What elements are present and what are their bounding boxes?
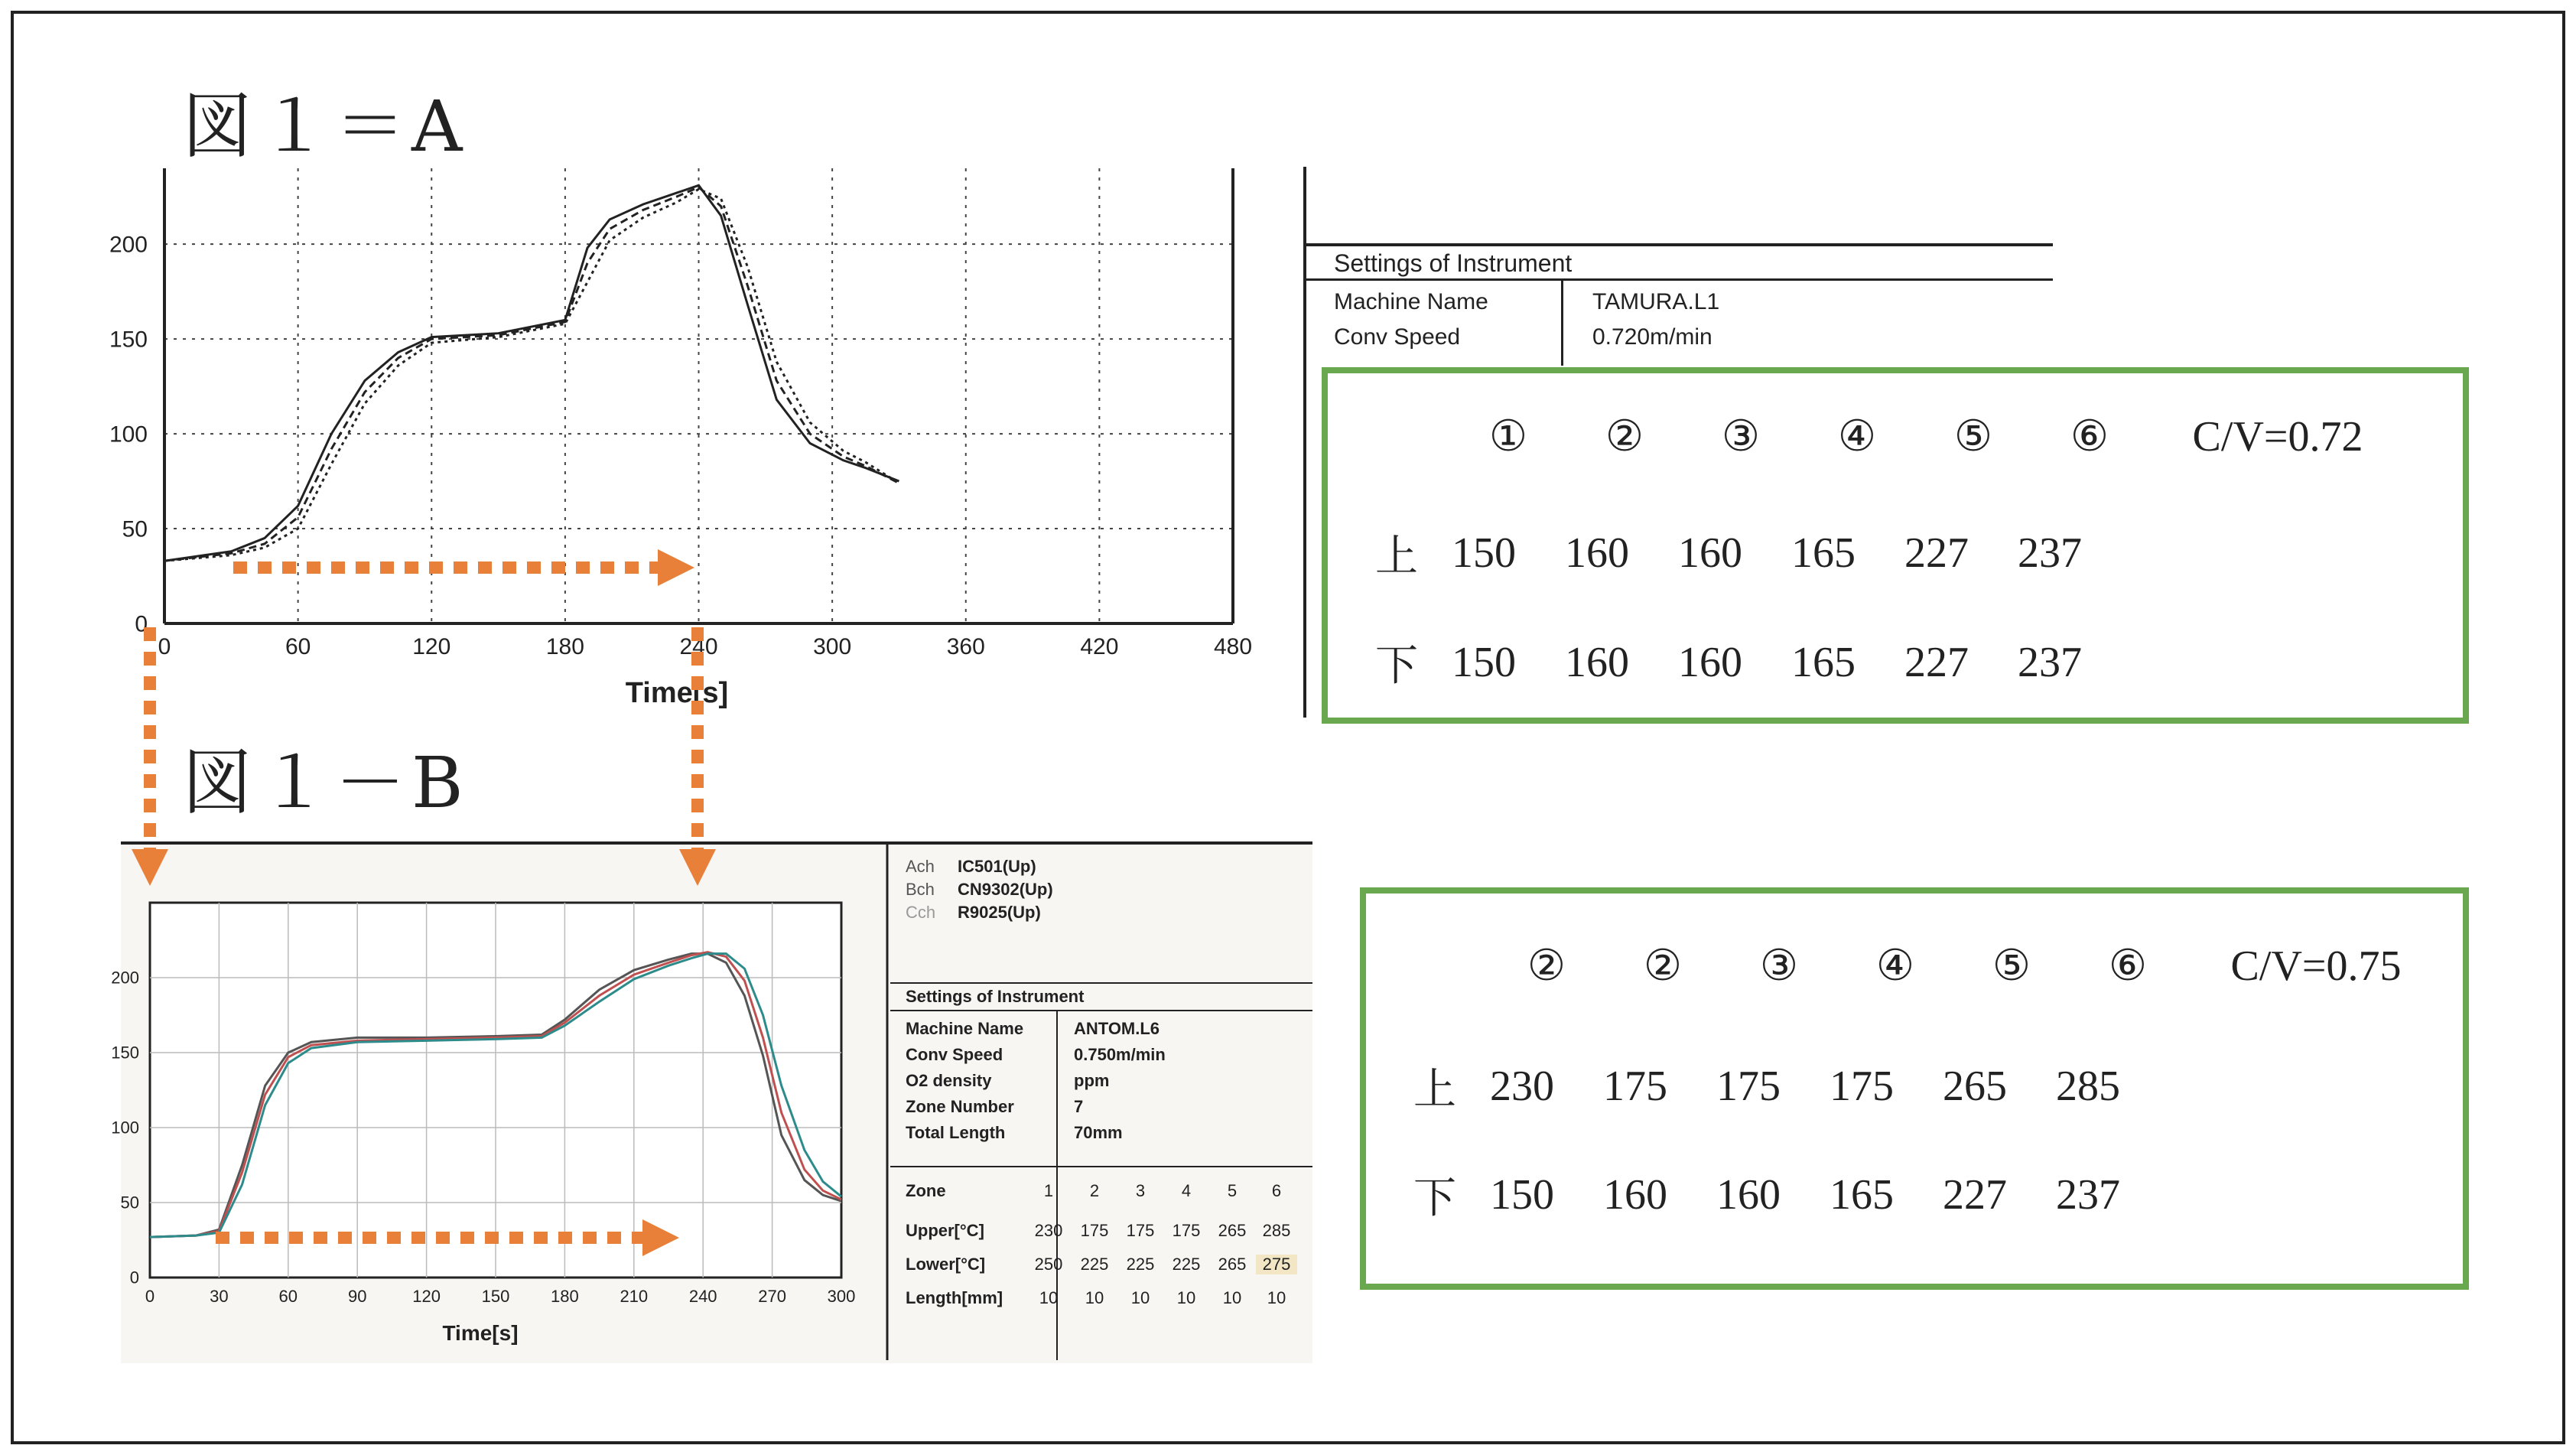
zone-table-zone-5: 5 (1227, 1181, 1238, 1200)
x-tick-label: 240 (688, 1287, 717, 1306)
x-tick-label: 360 (946, 634, 985, 659)
settings-b-value-5: 70mm (1074, 1123, 1123, 1142)
zone-b-lower-2: 160 (1603, 1171, 1667, 1219)
zone-a-lower-3: 160 (1678, 639, 1742, 686)
x-tick-label: 300 (813, 634, 852, 659)
zone-a-lower-1: 150 (1452, 639, 1516, 686)
x-tick-label: 480 (1213, 634, 1253, 659)
zone-table-line-top (890, 1166, 1312, 1167)
settings-b-value-4: 7 (1074, 1097, 1084, 1116)
zone-b-lower-6: 237 (2056, 1171, 2120, 1219)
y-tick-label: 0 (135, 611, 148, 637)
zone-table-upper-4: 175 (1172, 1221, 1201, 1240)
figure-a-title: 図１＝A (182, 86, 469, 168)
zone-table-zone-1: 1 (1043, 1181, 1054, 1200)
zone-b-h6: ⑥ (2108, 942, 2148, 990)
zone-a-upper-label: 上 (1375, 533, 1418, 581)
arrow-down-right (679, 627, 716, 886)
arrow-down-left (132, 627, 168, 886)
zone-a-h5: ⑤ (1953, 413, 1993, 461)
settings-a-header: Settings of Instrument (1334, 249, 1573, 277)
y-tick-label: 50 (122, 516, 148, 542)
zone-a-h2: ② (1605, 413, 1644, 461)
settings-b-value-1: ANTOM.L6 (1074, 1019, 1160, 1038)
zone-table-lower-label: Lower[°C] (906, 1255, 986, 1274)
zone-box-a (1322, 367, 2469, 724)
x-tick-label: 180 (545, 634, 584, 659)
x-tick-label: 270 (758, 1287, 786, 1306)
zone-table-length-label: Length[mm] (906, 1288, 1003, 1307)
zone-b-lower-row (1404, 1164, 2145, 1226)
y-tick-label: 100 (111, 1118, 139, 1138)
x-tick-label: 120 (412, 634, 451, 659)
zone-table-length-5: 10 (1222, 1288, 1242, 1307)
zone-a-lower-row (1366, 632, 2106, 693)
settings-b-value-3: ppm (1074, 1071, 1110, 1090)
x-tick-label: 150 (481, 1287, 510, 1306)
zone-table-length-4: 10 (1176, 1288, 1196, 1307)
zone-table-lower-1: 250 (1034, 1255, 1063, 1274)
zone-a-h6: ⑥ (2070, 413, 2109, 461)
channel-a: Ach IC501(Up) (906, 857, 1036, 876)
zone-b-upper-1: 230 (1490, 1063, 1554, 1110)
zone-b-lower-4: 165 (1830, 1171, 1894, 1219)
settings-b-label-3: O2 density (906, 1071, 992, 1090)
zone-a-header-row (1450, 412, 2377, 461)
zone-b-header-row (1488, 941, 2415, 991)
zone-table-upper-5: 265 (1218, 1221, 1247, 1240)
zone-table-zone-label: Zone (906, 1181, 946, 1200)
settings-b-header: Settings of Instrument (906, 987, 1085, 1006)
settings-b-panel (890, 845, 1312, 1360)
settings-a-header-line (1303, 278, 2053, 281)
zone-table-lower-3: 225 (1126, 1255, 1155, 1274)
zone-a-upper-6: 237 (2018, 529, 2082, 577)
settings-b-label-2: Conv Speed (906, 1045, 1003, 1064)
zone-b-lower-label: 下 (1413, 1175, 1456, 1222)
zone-a-upper-1: 150 (1452, 529, 1516, 577)
y-tick-label: 200 (111, 968, 139, 988)
x-tick-label: 60 (285, 634, 311, 659)
y-tick-label: 50 (120, 1193, 139, 1212)
settings-b-label-5: Total Length (906, 1123, 1006, 1142)
zone-table-zone-6: 6 (1271, 1181, 1282, 1200)
zone-a-h3: ③ (1721, 413, 1761, 461)
zone-a-lower-5: 227 (1904, 639, 1969, 686)
zone-b-upper-4: 175 (1830, 1063, 1894, 1110)
zone-a-h4: ④ (1837, 413, 1877, 461)
settings-a-value-machine: TAMURA.L1 (1592, 289, 1720, 314)
zone-b-h4: ④ (1875, 942, 1915, 990)
figure-b-title: 図１－B (182, 742, 470, 824)
x-tick-label: 240 (679, 634, 718, 659)
y-tick-label: 200 (109, 232, 148, 258)
chart-a-xlabel: Time[s] (625, 677, 729, 709)
zone-table-length-6: 10 (1267, 1288, 1286, 1307)
y-tick-label: 150 (111, 1043, 139, 1063)
zone-b-h2: ② (1643, 942, 1683, 990)
zone-a-upper-5: 227 (1904, 529, 1969, 577)
zone-table-lower-4: 225 (1172, 1255, 1201, 1274)
y-tick-label: 0 (129, 1268, 139, 1287)
settings-a-label-speed: Conv Speed (1334, 324, 1461, 350)
zone-table-upper-label: Upper[°C] (906, 1221, 984, 1240)
x-tick-label: 120 (412, 1287, 441, 1306)
x-tick-label: 180 (551, 1287, 579, 1306)
settings-b-label-4: Zone Number (906, 1097, 1014, 1116)
zone-table-zone-2: 2 (1089, 1181, 1100, 1200)
zone-b-upper-5: 265 (1943, 1063, 2007, 1110)
zone-table-length-1: 10 (1039, 1288, 1059, 1307)
zone-table-lower-5: 265 (1218, 1255, 1247, 1274)
settings-a-label-machine: Machine Name (1334, 289, 1488, 314)
zone-b-upper-3: 175 (1716, 1063, 1781, 1110)
x-tick-label: 0 (158, 634, 171, 659)
channel-c: Cch R9025(Up) (906, 903, 1041, 922)
zone-a-upper-2: 160 (1565, 529, 1629, 577)
zone-b-upper-2: 175 (1603, 1063, 1667, 1110)
zone-table-zone-4: 4 (1181, 1181, 1192, 1200)
zone-a-upper-4: 165 (1791, 529, 1856, 577)
chart-b-xlabel: Time[s] (442, 1321, 519, 1345)
zone-b-lower-3: 160 (1716, 1171, 1781, 1219)
x-tick-label: 300 (827, 1287, 856, 1306)
zone-table-lower-2: 225 (1080, 1255, 1109, 1274)
x-tick-label: 0 (145, 1287, 155, 1306)
zone-table-length-2: 10 (1085, 1288, 1104, 1307)
settings-b-line-header (890, 1010, 1312, 1011)
settings-a-col-line (1561, 278, 1563, 366)
settings-a-top-line (1303, 243, 2053, 246)
zone-b-upper-row (1404, 1056, 2145, 1117)
settings-a-value-speed: 0.720m/min (1592, 324, 1712, 350)
arrow-a-horizontal (233, 549, 694, 586)
x-tick-label: 90 (347, 1287, 367, 1306)
zone-a-lower-2: 160 (1565, 639, 1629, 686)
zone-a-lower-4: 165 (1791, 639, 1856, 686)
zone-table-upper-6: 285 (1262, 1221, 1291, 1240)
settings-a-left-line (1303, 167, 1306, 718)
zone-table-upper-1: 230 (1034, 1221, 1063, 1240)
settings-b-value-2: 0.750m/min (1074, 1045, 1166, 1064)
zone-b-h3: ③ (1759, 942, 1799, 990)
channel-b: Bch CN9302(Up) (906, 880, 1053, 899)
zone-a-h1: ① (1488, 413, 1528, 461)
zone-b-h5: ⑤ (1992, 942, 2031, 990)
zone-table-upper-3: 175 (1126, 1221, 1155, 1240)
zone-b-lower-1: 150 (1490, 1171, 1554, 1219)
zone-b-cv: C/V=0.75 (2230, 942, 2402, 990)
zone-table-upper-2: 175 (1080, 1221, 1109, 1240)
zone-table-lower-6: 275 (1256, 1255, 1297, 1274)
arrow-b-horizontal (216, 1219, 679, 1256)
settings-b-line-top (890, 982, 1312, 984)
zone-table-zone-3: 3 (1135, 1181, 1146, 1200)
zone-b-h1: ② (1527, 942, 1566, 990)
y-tick-label: 150 (109, 327, 148, 353)
zone-box-b (1360, 887, 2469, 1290)
zone-a-lower-6: 237 (2018, 639, 2082, 686)
settings-b-label-1: Machine Name (906, 1019, 1024, 1038)
y-tick-label: 100 (109, 422, 148, 448)
x-tick-label: 30 (210, 1287, 229, 1306)
x-tick-label: 210 (620, 1287, 649, 1306)
zone-a-upper-3: 160 (1678, 529, 1742, 577)
zone-b-lower-5: 227 (1943, 1171, 2007, 1219)
zone-a-cv: C/V=0.72 (2192, 412, 2363, 461)
zone-a-upper-row (1366, 522, 2106, 584)
x-tick-label: 420 (1080, 634, 1119, 659)
zone-b-upper-label: 上 (1413, 1066, 1456, 1114)
x-tick-label: 60 (278, 1287, 298, 1306)
settings-a-panel (1303, 167, 2053, 366)
zone-a-lower-label: 下 (1375, 643, 1418, 690)
zone-table-length-3: 10 (1130, 1288, 1150, 1307)
zone-b-upper-6: 285 (2056, 1063, 2120, 1110)
